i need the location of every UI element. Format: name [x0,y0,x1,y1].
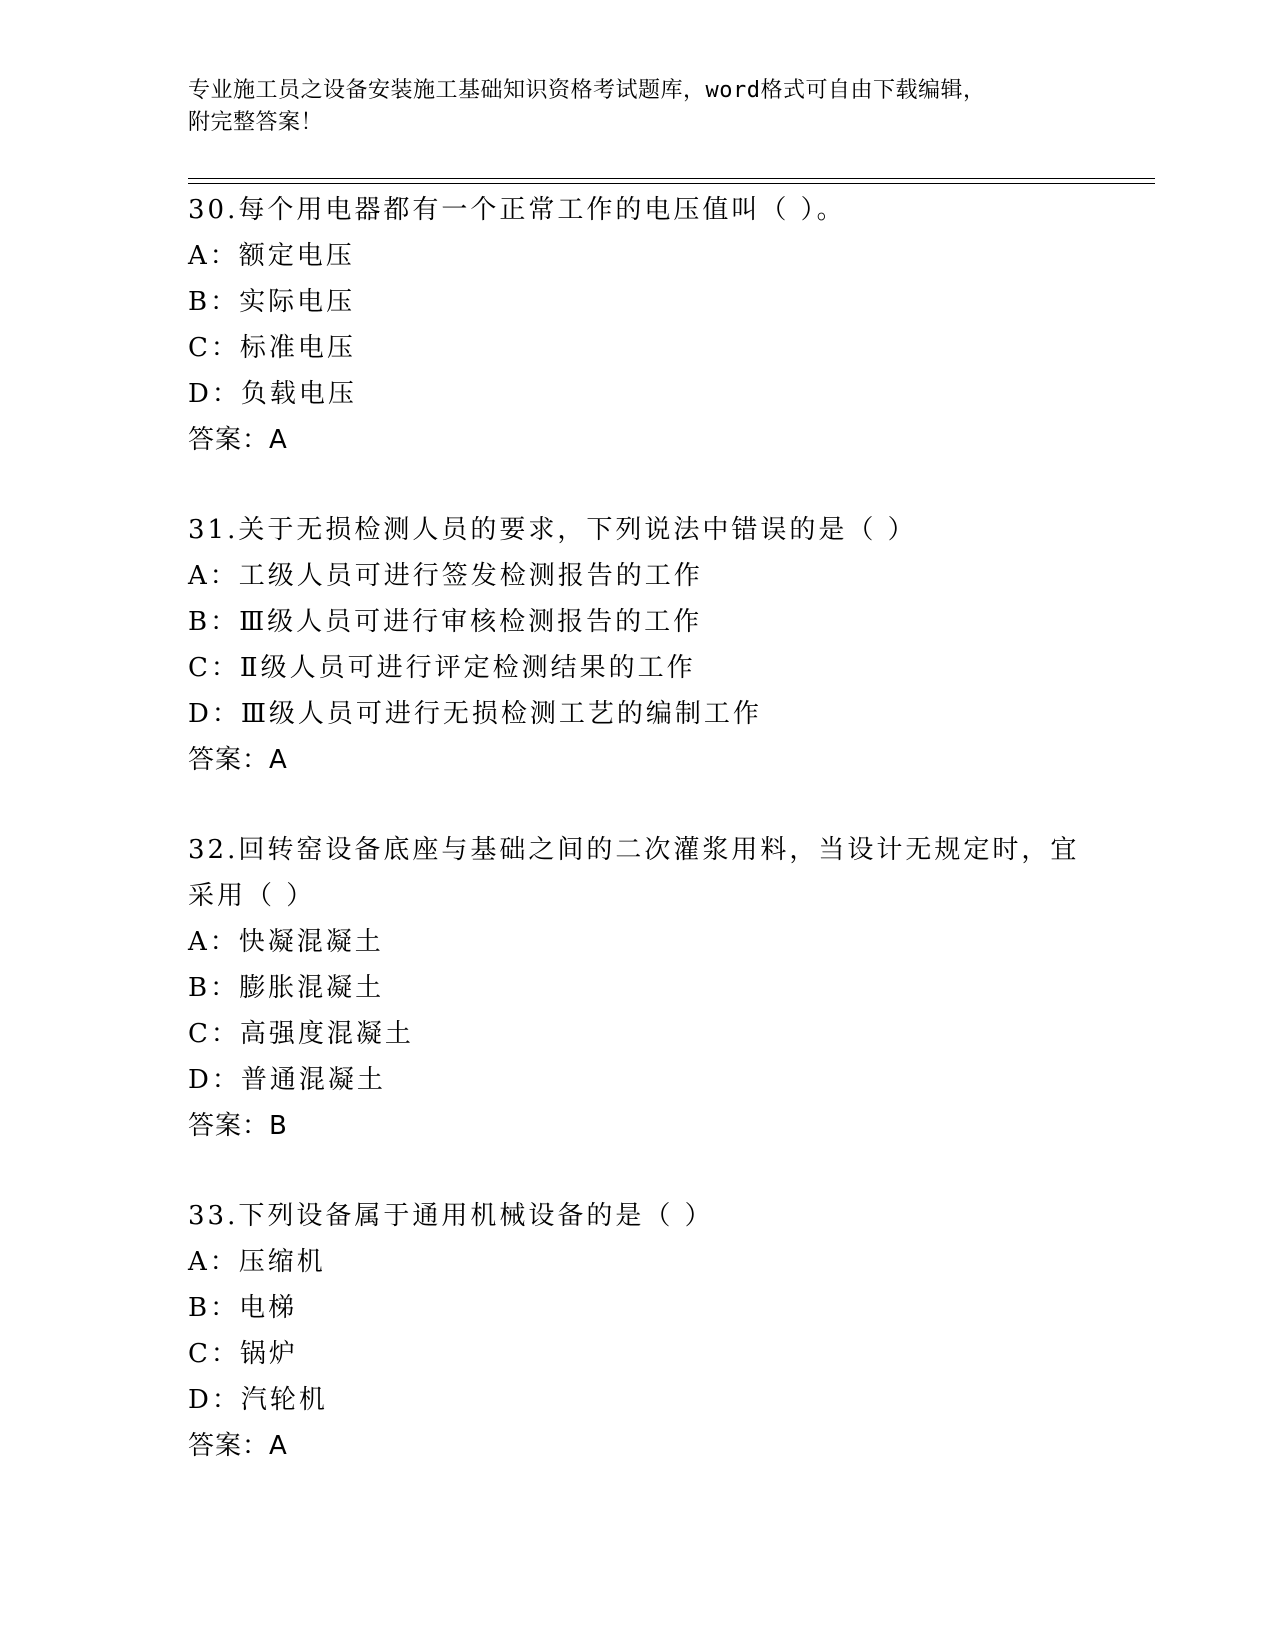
option-c: C：高强度混凝土 [188,1019,414,1049]
question-33 [188,1193,1088,1469]
option-c: C：标准电压 [188,333,356,363]
header-divider-bottom [188,183,1155,184]
option-d: D：Ⅲ级人员可进行无损检测工艺的编制工作 [188,699,762,729]
question-30 [188,187,1088,463]
question-stem-line-1: 32.回转窑设备底座与基础之间的二次灌浆用料，当设计无规定时，宜 [188,835,1080,865]
option-c: C：锅炉 [188,1339,298,1369]
header-line-2: 附完整答案！ [188,110,324,135]
document-header [188,75,1088,139]
option-a: A：快凝混凝土 [188,927,384,957]
question-stem-line-2: 采用（ ） [188,881,316,911]
answer-line: 答案：B [188,1111,288,1141]
option-a: A：额定电压 [188,241,355,271]
option-d: D：普通混凝土 [188,1065,386,1095]
question-stem: 31.关于无损检测人员的要求，下列说法中错误的是（ ） [188,515,917,545]
option-d: D：负载电压 [188,379,357,409]
option-a: A：压缩机 [188,1247,326,1277]
option-d: D：汽轮机 [188,1385,328,1415]
option-b: B：实际电压 [188,287,356,317]
option-c: C：Ⅱ级人员可进行评定检测结果的工作 [188,653,696,683]
question-32 [188,827,1088,1149]
question-stem: 30.每个用电器都有一个正常工作的电压值叫（ ）。 [188,195,846,225]
option-b: B：Ⅲ级人员可进行审核检测报告的工作 [188,607,703,637]
answer-line: 答案：A [188,745,288,775]
question-31 [188,507,1088,783]
header-line-1: 专业施工员之设备安装施工基础知识资格考试题库，word格式可自由下载编辑， [188,78,986,103]
option-a: A：工级人员可进行签发检测报告的工作 [188,561,703,591]
option-b: B：膨胀混凝土 [188,973,385,1003]
header-divider-top [188,178,1155,179]
option-b: B：电梯 [188,1293,298,1323]
answer-line: 答案：A [188,1431,288,1461]
answer-line: 答案：A [188,425,288,455]
question-stem: 33.下列设备属于通用机械设备的是（ ） [188,1201,714,1231]
